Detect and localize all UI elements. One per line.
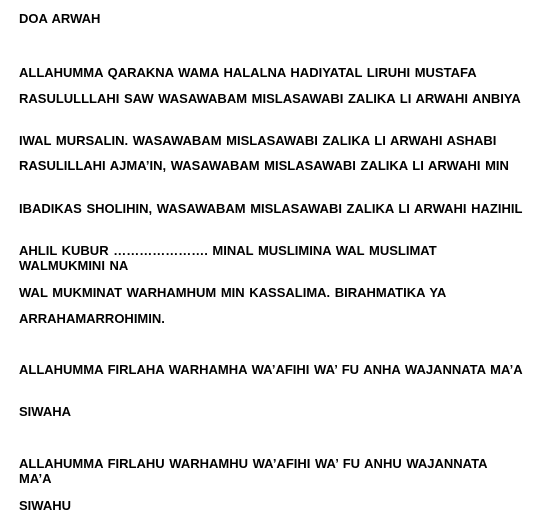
document-title: DOA ARWAH (19, 11, 101, 26)
prayer-line: IBADIKAS SHOLIHIN, WASAWABAM MISLASAWABI ZALIKA LI ARWAHI HAZIHIL (19, 201, 523, 216)
prayer-line: AHLIL KUBUR …………………. MINAL MUSLIMINA WAL MUSLIMAT WALMUKMINI NA (19, 243, 437, 273)
prayer-line: SIWAHA (19, 404, 71, 419)
prayer-line: RASULILLAHI AJMA’IN, WASAWABAM MISLASAWABI ZALIKA LI ARWAHI MIN (19, 158, 509, 173)
prayer-line: WAL MUKMINAT WARHAMHUM MIN KASSALIMA. BIRAHMATIKA YA (19, 285, 447, 300)
prayer-line: SIWAHU (19, 498, 71, 513)
prayer-line: ARRAHAMARROHIMIN. (19, 311, 165, 326)
prayer-line: RASULULLLAHI SAW WASAWABAM MISLASAWABI ZALIKA LI ARWAHI ANBIYA (19, 91, 521, 106)
prayer-line: ALLAHUMMA FIRLAHA WARHAMHA WA’AFIHI WA’ FU ANHA WAJANNATA MA’A (19, 362, 523, 377)
prayer-line: ALLAHUMMA QARAKNA WAMA HALALNA HADIYATAL LIRUHI MUSTAFA (19, 65, 477, 80)
prayer-line: IWAL MURSALIN. WASAWABAM MISLASAWABI ZALIKA LI ARWAHI ASHABI (19, 133, 497, 148)
prayer-line: ALLAHUMMA FIRLAHU WARHAMHU WA’AFIHI WA’ FU ANHU WAJANNATA MA’A (19, 456, 487, 486)
